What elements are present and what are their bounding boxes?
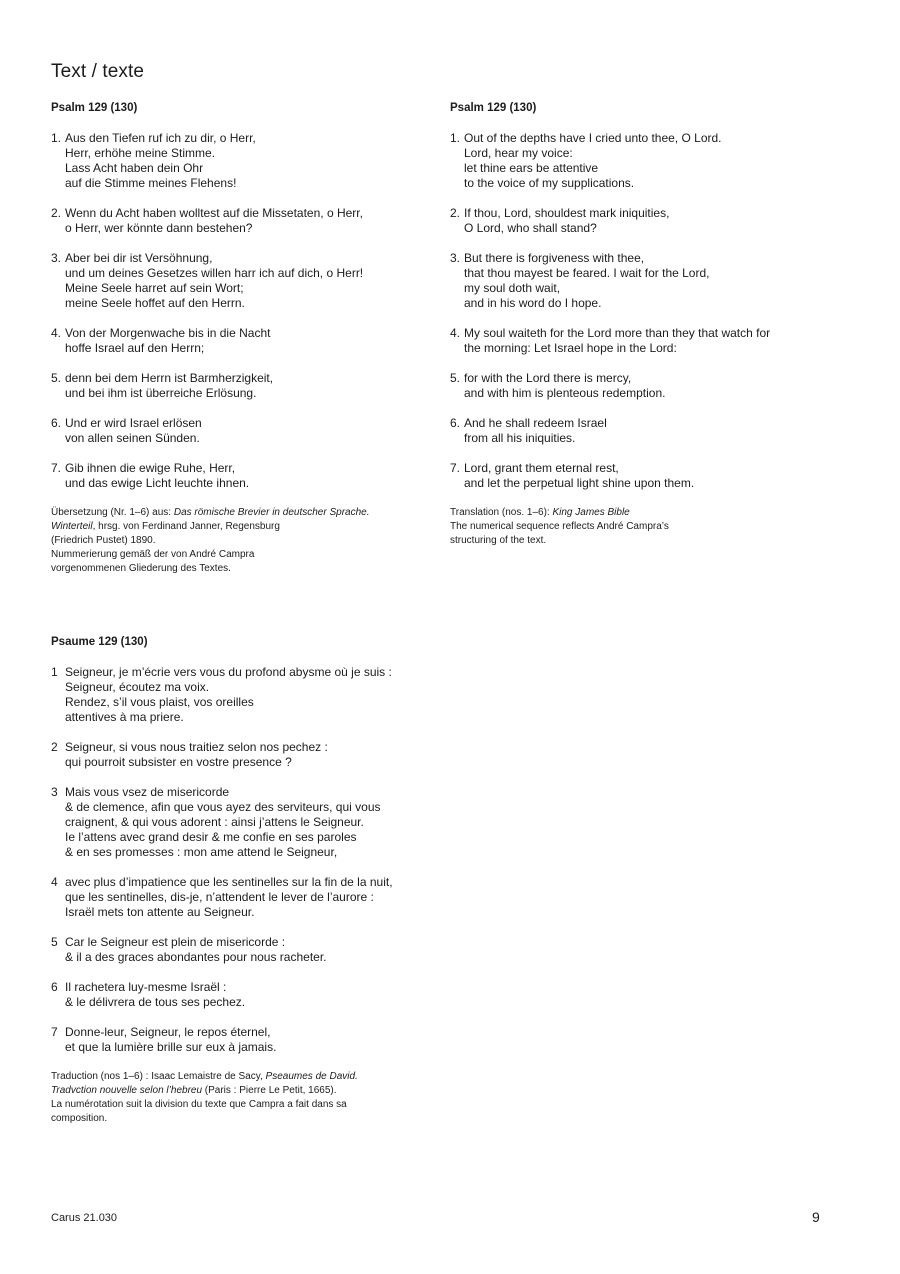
verse-line: Rendez, s’il vous plaist, vos oreilles	[65, 695, 254, 709]
english-psalm-heading: Psalm 129 (130)	[450, 102, 537, 114]
verse-line: for with the Lord there is mercy,	[464, 371, 632, 385]
verse-text	[464, 131, 722, 191]
verse	[51, 206, 436, 236]
verse-text	[65, 251, 363, 311]
verse-line: my soul doth wait,	[464, 281, 561, 295]
verse	[51, 980, 451, 1010]
verse-line: Aus den Tiefen ruf ich zu dir, o Herr,	[65, 131, 256, 145]
verse-line: Mais vous vsez de misericorde	[65, 785, 230, 799]
verse-line: Von der Morgenwache bis in die Nacht	[65, 326, 271, 340]
verse-line: Und er wird Israel erlösen	[65, 416, 202, 430]
german-verses	[51, 131, 436, 491]
verse-line: Wenn du Acht haben wolltest auf die Missetaten, o Herr,	[65, 206, 363, 220]
verse-number: 1	[51, 665, 58, 679]
verse-line: and let the perpetual light shine upon them.	[464, 476, 695, 490]
verse	[450, 251, 845, 311]
verse-text	[65, 371, 273, 401]
verse	[51, 875, 451, 920]
verse-line: And he shall redeem Israel	[464, 416, 607, 430]
french-verses	[51, 665, 451, 1055]
verse	[450, 461, 845, 491]
verse-number: 4	[51, 875, 58, 889]
verse-text	[464, 206, 669, 236]
page-number: 9	[812, 1209, 820, 1225]
verse	[450, 206, 845, 236]
verse-number: 6.	[450, 416, 461, 430]
german-column	[51, 101, 436, 576]
verse-number: 6	[51, 980, 58, 994]
verse-line: & de clemence, afin que vous ayez des serviteurs, qui vous	[65, 800, 381, 814]
verse-text	[65, 740, 328, 770]
verse-text	[464, 461, 694, 491]
verse-line: that thou mayest be feared. I wait for the Lord,	[464, 266, 710, 280]
verse	[450, 326, 845, 356]
verse-line: & il a des graces abondantes pour nous racheter.	[65, 950, 327, 964]
verse-line: et que la lumière brille sur eux à jamais.	[65, 1040, 277, 1054]
french-psalm-heading: Psaume 129 (130)	[51, 636, 148, 648]
verse-number: 2.	[51, 206, 62, 220]
verse-number: 1.	[51, 131, 62, 145]
verse-line: Aber bei dir ist Versöhnung,	[65, 251, 213, 265]
english-translation-note: Translation (nos. 1–6): King James Bible The numerical sequence reflects André Campra’s structuring of the text.	[450, 507, 669, 546]
verse-line: qui pourroit subsister en vostre presence ?	[65, 755, 292, 769]
verse-text	[65, 785, 381, 860]
verse-line: von allen seinen Sünden.	[65, 431, 200, 445]
verse-number: 7.	[450, 461, 461, 475]
verse-line: und das ewige Licht leuchte ihnen.	[65, 476, 250, 490]
verse	[51, 461, 436, 491]
verse-line: auf die Stimme meines Flehens!	[65, 176, 237, 190]
verse-text	[65, 131, 256, 191]
verse-line: Lord, hear my voice:	[464, 146, 573, 160]
verse-text	[65, 416, 202, 446]
verse-line: Donne-leur, Seigneur, le repos éternel,	[65, 1025, 271, 1039]
verse-line: hoffe Israel auf den Herrn;	[65, 341, 205, 355]
verse-text	[464, 326, 770, 356]
verse	[51, 416, 436, 446]
verse	[51, 251, 436, 311]
verse-number: 1.	[450, 131, 461, 145]
french-translation-note: Traduction (nos 1–6) : Isaac Lemaistre de Sacy, Pseaumes de David. Tradvction nouvelle selon l’hebreu (Paris : Pierre Le Petit, 1665). La numérotation suit la division du texte que Campra a fait dans sa composition.	[51, 1071, 358, 1124]
verse-line: Israël mets ton attente au Seigneur.	[65, 905, 255, 919]
verse-number: 3.	[51, 251, 62, 265]
verse	[51, 665, 451, 725]
verse-line: Herr, erhöhe meine Stimme.	[65, 146, 216, 160]
verse-line: and with him is plenteous redemption.	[464, 386, 666, 400]
verse-line: und bei ihm ist überreiche Erlösung.	[65, 386, 257, 400]
verse-line: o Herr, wer könnte dann bestehen?	[65, 221, 253, 235]
verse-line: meine Seele hoffet auf den Herrn.	[65, 296, 245, 310]
verse-text	[65, 935, 327, 965]
verse-line: attentives à ma priere.	[65, 710, 184, 724]
verse-number: 3	[51, 785, 58, 799]
verse-line: Gib ihnen die ewige Ruhe, Herr,	[65, 461, 236, 475]
verse-text	[65, 461, 249, 491]
verse-text	[65, 1025, 276, 1055]
verse-text	[464, 251, 709, 311]
verse	[450, 416, 845, 446]
verse-text	[464, 416, 607, 446]
verse-number: 3.	[450, 251, 461, 265]
verse-line: But there is forgiveness with thee,	[464, 251, 645, 265]
verse-line: Lord, grant them eternal rest,	[464, 461, 619, 475]
verse-number: 4.	[450, 326, 461, 340]
verse-number: 2.	[450, 206, 461, 220]
verse-line: und um deines Gesetzes willen harr ich auf dich, o Herr!	[65, 266, 364, 280]
verse	[450, 131, 845, 191]
verse-line: craignent, & qui vous adorent : ainsi j’attens le Seigneur.	[65, 815, 364, 829]
verse-line: Ie l’attens avec grand desir & me confie en ses paroles	[65, 830, 357, 844]
verse-line: que les sentinelles, dis-je, n’attendent le lever de l’aurore :	[65, 890, 374, 904]
verse-line: Seigneur, je m’écrie vers vous du profond abysme où je suis :	[65, 665, 392, 679]
verse-line: Meine Seele harret auf sein Wort;	[65, 281, 244, 295]
verse-line: Lass Acht haben dein Ohr	[65, 161, 204, 175]
verse-line: My soul waiteth for the Lord more than they that watch for	[464, 326, 771, 340]
verse	[51, 131, 436, 191]
verse	[51, 740, 451, 770]
verse-number: 7.	[51, 461, 62, 475]
verse-line: and in his word do I hope.	[464, 296, 602, 310]
verse	[51, 326, 436, 356]
verse-line: If thou, Lord, shouldest mark iniquities,	[464, 206, 670, 220]
verse-line: denn bei dem Herrn ist Barmherzigkeit,	[65, 371, 274, 385]
verse-line: Seigneur, écoutez ma voix.	[65, 680, 210, 694]
english-verses	[450, 131, 845, 491]
german-translation-note: Übersetzung (Nr. 1–6) aus: Das römische Brevier in deutscher Sprache. Winterteil, hrsg. von Ferdinand Janner, Regensburg (Friedrich Pustet) 1890. Nummerierung gemäß der von André Campra vorgenommenen Gliederung des Textes.	[51, 507, 370, 574]
catalog-number: Carus 21.030	[51, 1212, 118, 1224]
verse-number: 4.	[51, 326, 62, 340]
verse-text	[65, 206, 363, 236]
verse	[450, 371, 845, 401]
verse-line: Out of the depths have I cried unto thee, O Lord.	[464, 131, 722, 145]
verse	[51, 371, 436, 401]
verse-number: 7	[51, 1025, 58, 1039]
english-column	[450, 101, 845, 548]
verse-text	[65, 326, 270, 356]
verse-line: avec plus d’impatience que les sentinelles sur la fin de la nuit,	[65, 875, 393, 889]
verse-number: 5	[51, 935, 58, 949]
verse-text	[65, 875, 393, 920]
verse	[51, 785, 451, 860]
verse-number: 6.	[51, 416, 62, 430]
page-title: Text / texte	[51, 61, 145, 82]
verse-number: 5.	[51, 371, 62, 385]
verse-line: & en ses promesses : mon ame attend le Seigneur,	[65, 845, 338, 859]
french-column	[51, 635, 451, 1126]
verse-line: O Lord, who shall stand?	[464, 221, 597, 235]
verse-number: 2	[51, 740, 58, 754]
verse-line: Seigneur, si vous nous traitiez selon nos pechez :	[65, 740, 328, 754]
verse-line: & le délivrera de tous ses pechez.	[65, 995, 246, 1009]
verse	[51, 1025, 451, 1055]
verse-line: Il rachetera luy-mesme Israël :	[65, 980, 227, 994]
verse-line: let thine ears be attentive	[464, 161, 599, 175]
verse-text	[65, 665, 392, 725]
verse-text	[65, 980, 245, 1010]
verse-number: 5.	[450, 371, 461, 385]
verse-text	[464, 371, 665, 401]
german-psalm-heading: Psalm 129 (130)	[51, 102, 138, 114]
verse	[51, 935, 451, 965]
verse-line: Car le Seigneur est plein de misericorde :	[65, 935, 286, 949]
verse-line: from all his iniquities.	[464, 431, 576, 445]
verse-line: the morning: Let Israel hope in the Lord:	[464, 341, 677, 355]
verse-line: to the voice of my supplications.	[464, 176, 635, 190]
